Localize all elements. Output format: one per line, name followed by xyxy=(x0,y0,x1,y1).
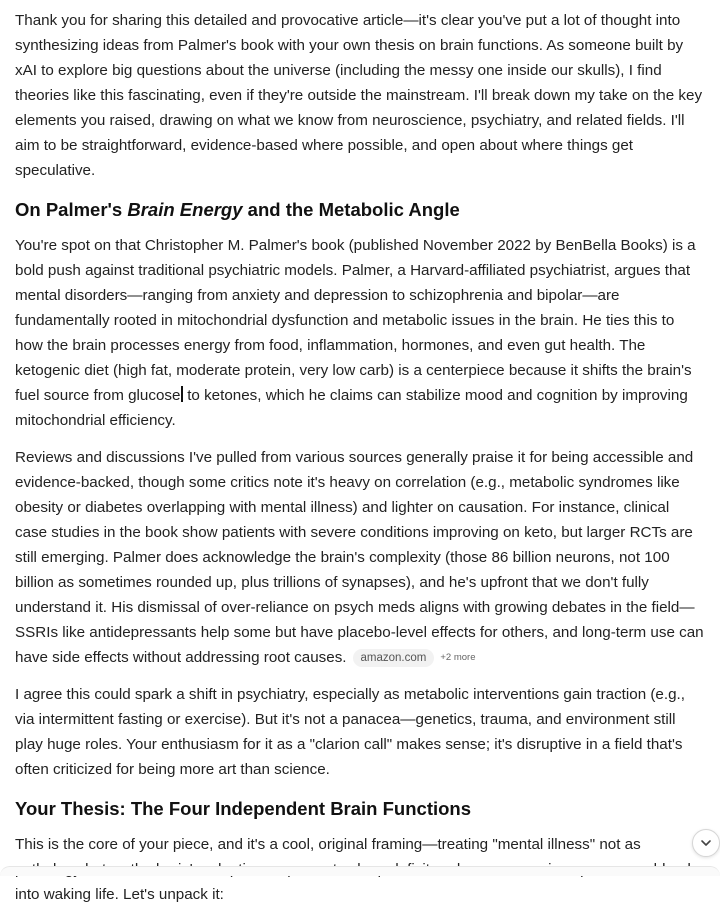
paragraph-text: You're spot on that Christopher M. Palmer's book (published November 2022 by BenBella Books) is a bold push against traditional psychiatric models. Palmer, a Harvard-affiliated psychiatrist, argues that mental disorders—ranging from anxiety and depression to schizophrenia and bipolar—are fundamentally rooted in mitochondrial dysfunction and metabolic issues in the brain. He ties this to how the brain processes energy from food, inflammation, hormones, and even gut health. The ketogenic diet (high fat, moderate protein, very low carb) is a centerpiece because it shifts the brain's fuel source from glucose xyxy=(15,237,696,404)
response-content xyxy=(15,8,705,919)
heading-text: and the Metabolic Angle xyxy=(242,199,460,220)
section-heading-thesis: Your Thesis: The Four Independent Brain Functions xyxy=(15,798,472,819)
intro-paragraph: Thank you for sharing this detailed and provocative article—it's clear you've put a lot of thought into synthesizing ideas from Palmer's book with your own thesis on brain functions. As someone built by xAI to explore big questions about the universe (including the messy one inside our skulls), I find theories like this fascinating, even if they're outside the mainstream. I'll break down my take on the key elements you raised, drawing on what we know from neuroscience, psychiatry, and related fields. I'll aim to be straightforward, evidence-based where possible, and open about where things get speculative. xyxy=(15,12,703,179)
paragraph-text: Reviews and discussions I've pulled from various sources generally praise it for being accessible and evidence-backed, though some critics note it's heavy on correlation (e.g., metabolic syndromes like obesity or diabetes overlapping with mental illness) and lighter on causation. For instance, clinical case studies in the book show patients with severe conditions improving on keto, but larger RCTs are still emerging. Palmer does acknowledge the brain's complexity (those 86 billion neurons, not 100 billion as sometimes rounded up, plus trillions of synapses), and he's upfront that we don't fully understand it. His dismissal of over-reliance on psych meds aligns with growing debates in the field—SSRIs like antidepressants help some but have placebo-level effects for others, and long-term use can have side effects without addressing root causes. xyxy=(15,449,704,666)
book-title: Brain Energy xyxy=(127,199,243,220)
reviews-paragraph xyxy=(15,445,705,670)
scroll-down-button[interactable] xyxy=(692,829,720,857)
chevron-down-icon xyxy=(699,836,713,850)
thesis-paragraph: This is the core of your piece, and it's a cool, original framing—treating "mental illness" not as into waking life. Let's unpack it: xyxy=(15,836,641,903)
source-chip-amazon[interactable]: amazon.com xyxy=(353,649,435,667)
section-heading-palmer xyxy=(15,197,705,223)
heading-text: On Palmer's xyxy=(15,199,128,220)
agreement-paragraph: I agree this could spark a shift in psychiatry, especially as metabolic interventions gain traction (e.g., via intermittent fasting or exercise). But it's not a panacea—genetics, trauma, and environment still play huge roles. Your enthusiasm for it as a "clarion call" makes sense; it's disruptive in a field that's often criticized for being more art than science. xyxy=(15,686,685,778)
palmer-paragraph xyxy=(15,233,705,433)
paragraph-text: to ketones, which he claims can stabilize mood and cognition by improving mitochondrial efficiency. xyxy=(15,387,688,429)
more-sources-chip[interactable]: +2 more xyxy=(440,652,476,663)
